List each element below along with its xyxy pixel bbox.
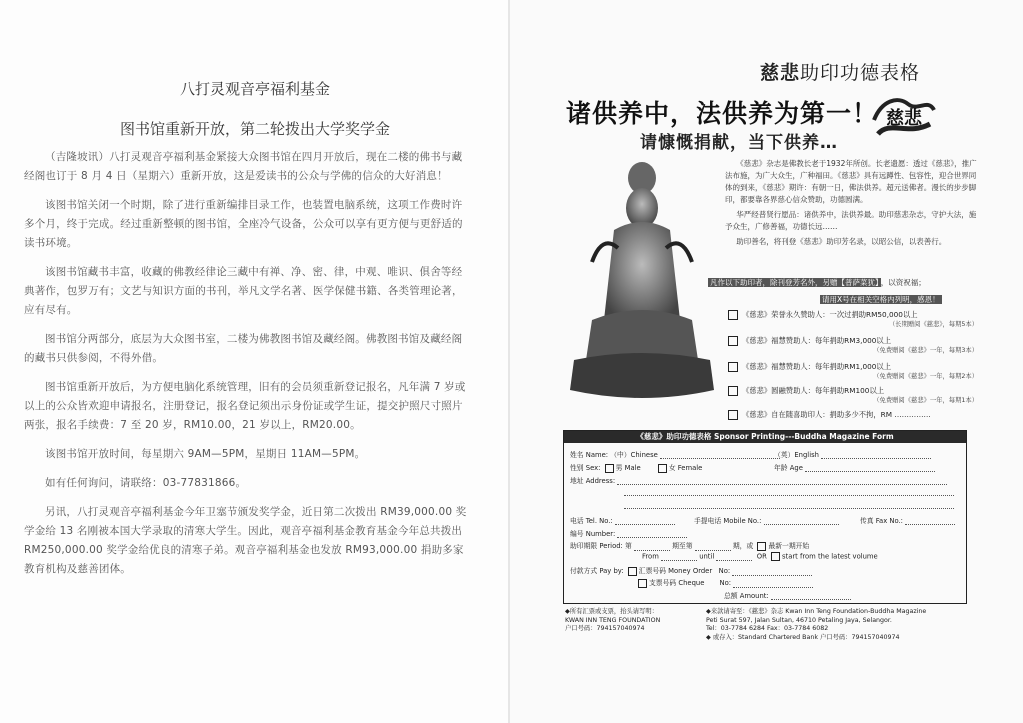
or-label: OR bbox=[756, 552, 767, 561]
period-end-label: 期，或 bbox=[732, 542, 754, 550]
number-field[interactable] bbox=[617, 530, 687, 538]
latest-volume-checkbox[interactable] bbox=[771, 552, 780, 561]
gift-note bbox=[708, 276, 978, 290]
tier-checkbox[interactable] bbox=[728, 310, 738, 320]
pay-label: 付款方式 Pay by: bbox=[570, 567, 624, 575]
name-english-field[interactable] bbox=[821, 451, 931, 459]
tier-checkbox[interactable] bbox=[728, 410, 738, 420]
cheque-checkbox[interactable] bbox=[638, 579, 647, 588]
from-label: From bbox=[642, 552, 659, 561]
period-en-row bbox=[642, 552, 878, 561]
gift-note-tail: ，以资祝福； bbox=[880, 278, 926, 287]
tier-label: 《慈悲》福慧赞助人：每年捐助RM3,000以上 bbox=[742, 336, 892, 345]
left-page bbox=[0, 0, 510, 723]
guanyin-statue-image bbox=[562, 150, 722, 410]
intro-paragraph: 助印善名，将刊登《慈悲》助印芳名录，以昭公信，以表善行。 bbox=[736, 237, 947, 246]
sponsor-form bbox=[563, 430, 967, 604]
intro-paragraph: 《慈悲》杂志是佛教长老于1932年所创。长老遗愿：透过《慈悲》，推广法布施，为广大众生，广种福田。《慈悲》具有远蹲性、包容性，迎合世界同体的到来，《慈悲》期许：有朝一日，佛法供养。超元送佛者。漫长的步步脚印，都要靠各界慈心信众赞助，功德圆满。 bbox=[725, 159, 977, 204]
cheque-label: 支票号码 Cheque bbox=[649, 579, 705, 587]
address-row bbox=[570, 475, 947, 485]
address-field-2[interactable] bbox=[624, 488, 954, 496]
sex-row bbox=[570, 462, 702, 473]
latest-cn-label: 最新一期开始 bbox=[768, 542, 810, 550]
mobile-row bbox=[694, 515, 839, 525]
male-checkbox[interactable] bbox=[605, 464, 614, 473]
footer-line: ◆ 或存入：Standard Chartered Bank 户口号码：794157040974 bbox=[706, 633, 900, 641]
footer-line: KWAN INN TENG FOUNDATION bbox=[565, 616, 661, 624]
form-title: 《慈悲》助印功德表格 Sponsor Printing---Buddha Magazine Form bbox=[564, 431, 966, 443]
period-mid-label: 期至第 bbox=[672, 542, 693, 550]
fax-field[interactable] bbox=[905, 517, 955, 525]
period-to-field[interactable] bbox=[695, 543, 731, 551]
address-line-2 bbox=[624, 488, 954, 496]
number-label: 编号 Number: bbox=[570, 530, 616, 538]
tier-sub: （免费赠阅《慈悲》一年，每期1本） bbox=[873, 397, 978, 404]
mobile-field[interactable] bbox=[764, 517, 839, 525]
tier-checkbox[interactable] bbox=[728, 362, 738, 372]
from-field[interactable] bbox=[661, 553, 697, 561]
tier-checkbox[interactable] bbox=[728, 336, 738, 346]
tier-label: 《慈悲》自在随喜助印人：捐助多少不拘，RM …………… bbox=[742, 410, 931, 419]
tier-option[interactable] bbox=[728, 386, 978, 406]
flyer-header bbox=[760, 58, 920, 85]
name-row bbox=[570, 449, 780, 459]
tier-sub: （免费赠阅《慈悲》一年，每期3本） bbox=[873, 347, 978, 354]
tel-label: 电话 Tel. No.: bbox=[570, 517, 613, 525]
article-paragraph: 如有任何询问，请联络：03-77831866。 bbox=[45, 477, 247, 489]
footer-line: Tel：03-7784 6284 Fax：03-7784 6082 bbox=[706, 625, 829, 632]
article-title: 图书馆重新开放，第二轮拨出大学奖学金 bbox=[119, 120, 390, 138]
tier-label: 《慈悲》圆融赞助人：每年捐助RM100以上 bbox=[742, 386, 885, 395]
tel-field[interactable] bbox=[615, 517, 675, 525]
money-order-label: 汇票号码 Money Order bbox=[638, 567, 713, 575]
money-order-no-field[interactable] bbox=[732, 568, 812, 576]
article-paragraph: 图书馆分两部分，底层为大众图书室，二楼为佛教图书馆及藏经阁。佛教图书馆及藏经阁的藏书只供参阅，不得外借。 bbox=[24, 333, 463, 364]
address-field[interactable] bbox=[617, 477, 947, 485]
tel-row bbox=[570, 515, 675, 525]
article-paragraph: 图书馆重新开放后，为方便电脑化系统管理，旧有的会员须重新登记报名，凡年满 7 岁或以上的公众皆欢迎申请报名，注册登记，报名登记须出示身份证或学生证，提交护照尺寸照片两张，报名手续费：7 至 20 岁，RM10.00，21 岁以上，RM20.00。 bbox=[24, 381, 466, 431]
pay-row bbox=[570, 565, 812, 576]
until-field[interactable] bbox=[716, 553, 752, 561]
header-brand: 慈悲 bbox=[760, 62, 801, 84]
footer-address bbox=[706, 608, 976, 642]
latest-issue-checkbox[interactable] bbox=[757, 542, 766, 551]
english-row bbox=[774, 449, 931, 459]
latest-en-label: start from the latest volume bbox=[782, 552, 878, 561]
money-order-checkbox[interactable] bbox=[628, 567, 637, 576]
article-paragraph: 另讯，八打灵观音亭福利基金今年卫塞节颁发奖学金，近日第二次拨出 RM39,000.00 奖学金给 13 名刚被本国大学录取的清寒大学生。因此，观音亭福利基金教育基金今年总共拨出 RM250,000.00 奖学金给优良的清寒子弟。观音亭福利基金也发放 RM93,000.00 捐助多家教育机构及慈善团体。 bbox=[24, 506, 467, 575]
address-line-3 bbox=[624, 501, 954, 509]
mobile-label: 手提电话 Mobile No.: bbox=[694, 517, 762, 525]
period-row bbox=[570, 540, 809, 551]
header-text: 助印功德表格 bbox=[800, 62, 921, 84]
right-page bbox=[510, 0, 1023, 723]
tier-option[interactable] bbox=[728, 336, 978, 356]
period-from-field[interactable] bbox=[634, 543, 670, 551]
article-paragraph: （吉隆坡讯）八打灵观音亭福利基金紧接大众图书馆在四月开放后，现在二楼的佛书与藏经阁也订于 8 月 4 日（星期六）重新开放，这是爱读书的公众与学佛的信众的大好消息！ bbox=[24, 151, 463, 182]
footer-line: 户口号码：794157040974 bbox=[565, 625, 645, 632]
name-chinese-field[interactable] bbox=[660, 451, 780, 459]
tier-option[interactable] bbox=[728, 410, 978, 420]
amount-field[interactable] bbox=[771, 592, 851, 600]
tier-sub: （免费赠阅《慈悲》一年，每期2本） bbox=[873, 373, 978, 380]
article-paragraph: 该图书馆开放时间，每星期六 9AM—5PM，星期日 11AM—5PM。 bbox=[45, 448, 366, 460]
period-label: 助印期限 Period: 第 bbox=[570, 542, 632, 550]
name-label: 姓名 Name: （中）Chinese bbox=[570, 451, 658, 459]
fax-label: 传真 Fax No.: bbox=[860, 517, 903, 525]
instruction-highlight: 请用X号在相关空格内列明，感恩！ bbox=[822, 295, 940, 304]
tier-checkbox[interactable] bbox=[728, 386, 738, 396]
amount-row bbox=[724, 590, 851, 600]
subheadline: 请慷慨捐献，当下供养… bbox=[640, 133, 838, 153]
cheque-row bbox=[636, 577, 813, 588]
amount-label: 总额 Amount: bbox=[724, 592, 769, 600]
male-label: 男 Male bbox=[615, 464, 641, 472]
address-field-3[interactable] bbox=[624, 501, 954, 509]
footer-line: ◆所有汇票或支票，抬头请写明： bbox=[565, 608, 658, 615]
age-row bbox=[774, 462, 935, 472]
instruction-note bbox=[820, 294, 942, 305]
intro-paragraph: 华严经普贤行愿品：诸供养中，法供养最。助印慈悲杂志，守护大法，施予众生，广修善福，功德长远…… bbox=[725, 210, 977, 231]
intro-text bbox=[725, 158, 977, 251]
article-paragraph: 该图书馆关闭一个时期，除了进行重新编排目录工作，也装置电脑系统，这项工作费时许多个月，终于完成。经过重新整顿的图书馆，全座冷气设备，公众可以享有更方便与更舒适的读书环境。 bbox=[24, 199, 463, 249]
address-label: 地址 Address: bbox=[570, 477, 616, 485]
cheque-no-field[interactable] bbox=[733, 580, 813, 588]
article-body bbox=[24, 148, 472, 589]
headline: 诸供养中，法供养为第一！ bbox=[566, 99, 879, 128]
gift-note-highlight: 凡作以下助印者，除刊登芳名外，另赠【普萨菜犹】 bbox=[710, 278, 879, 287]
fax-row bbox=[860, 515, 955, 525]
age-label: 年龄 Age bbox=[774, 464, 803, 472]
female-checkbox[interactable] bbox=[658, 464, 667, 473]
footer-line: ◆来款请寄至：《慈悲》杂志 Kwan Inn Teng Foundation-Buddha Magazine bbox=[706, 608, 927, 615]
english-label: （英）English bbox=[774, 451, 819, 459]
tier-label: 《慈悲》福慧赞助人：每年捐助RM1,000以上 bbox=[742, 362, 892, 371]
tier-sub: （长期赠阅《慈悲》，每期5本） bbox=[888, 321, 978, 328]
footer-line: Peti Surat 597, Jalan Sultan, 46710 Petaling Jaya, Selangor. bbox=[706, 616, 892, 624]
tier-option[interactable] bbox=[728, 310, 978, 330]
until-label: until bbox=[699, 552, 715, 561]
number-row bbox=[570, 528, 687, 538]
logo-text: 慈悲 bbox=[886, 108, 922, 129]
article-org: 八打灵观音亭福利基金 bbox=[179, 80, 330, 98]
cheque-no-label: No: bbox=[719, 579, 732, 587]
footer-payee bbox=[565, 608, 715, 634]
tier-option[interactable] bbox=[728, 362, 978, 382]
tier-label: 《慈悲》荣誉永久赞助人：一次过捐助RM50,000以上 bbox=[742, 310, 918, 319]
article-paragraph: 该图书馆藏书丰富，收藏的佛教经律论三藏中有禅、净、密、律，中观、唯识、俱舍等经典著作，包罗万有；文艺与知识方面的书刊，举凡文学名著、医学保健书籍、各类管理论著，应有尽有。 bbox=[24, 266, 463, 316]
mo-no-label: No: bbox=[718, 567, 731, 575]
brush-logo-icon bbox=[868, 90, 938, 142]
female-label: 女 Female bbox=[668, 464, 703, 472]
age-field[interactable] bbox=[805, 464, 935, 472]
sex-label: 性别 Sex: bbox=[570, 464, 601, 472]
